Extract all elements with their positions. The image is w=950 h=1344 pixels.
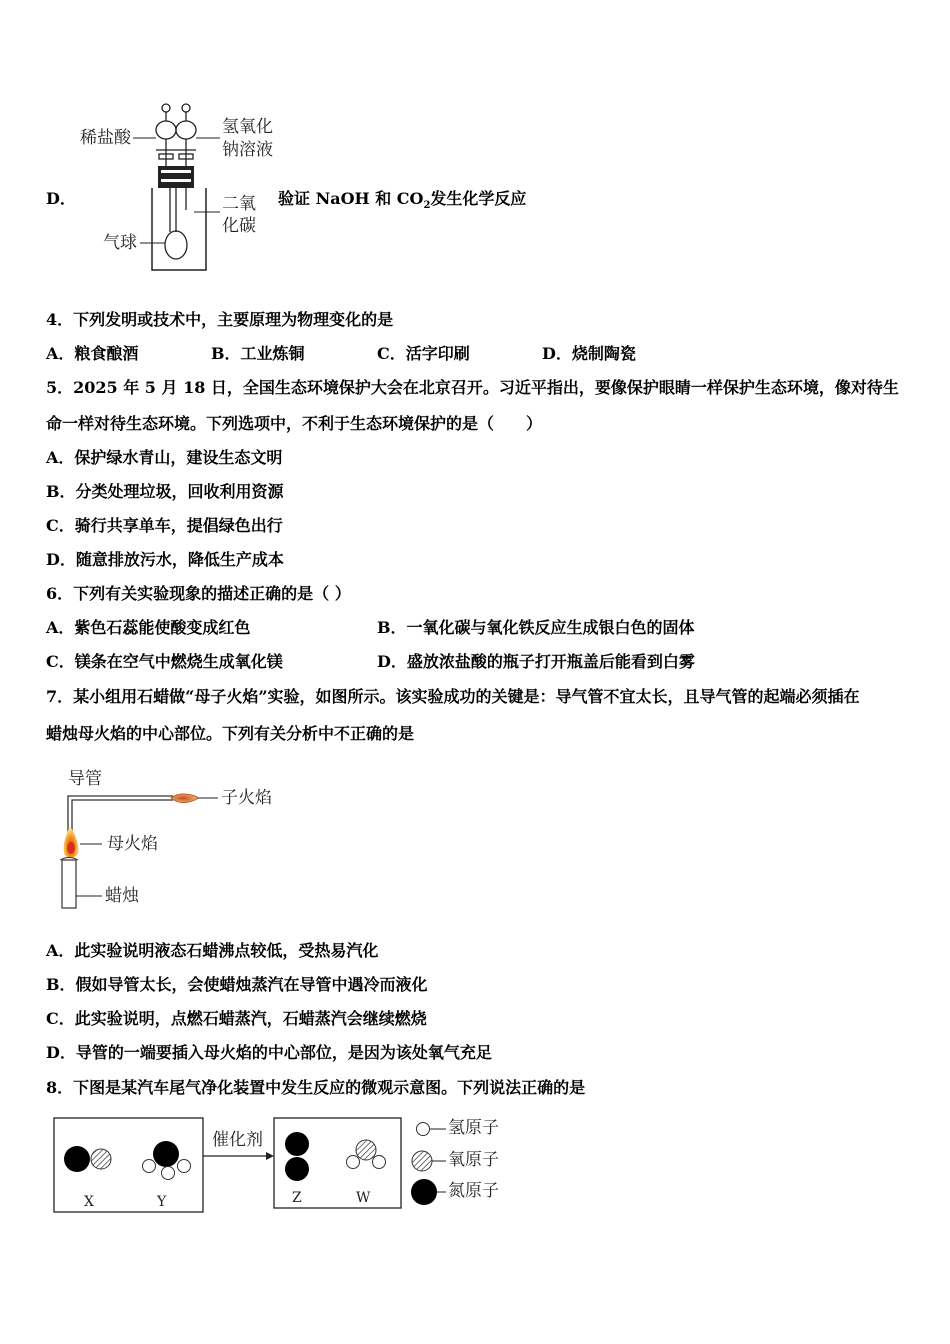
q7-option-b: B．假如导管太长，会使蜡烛蒸汽在导管中遇冷而液化 [46, 975, 428, 994]
q6-option-c: C．镁条在空气中燃烧生成氧化镁 [46, 652, 283, 671]
q5-option-c: C．骑行共享单车，提倡绿色出行 [46, 516, 283, 535]
label-child-flame: 子火焰 [221, 788, 272, 808]
label-mother-flame: 母火焰 [107, 834, 158, 854]
legend-hydrogen: 氢原子 [448, 1118, 499, 1138]
q5-option-b: B．分类处理垃圾，回收利用资源 [46, 482, 284, 501]
option-d-text-pre: 验证 NaOH 和 CO [278, 189, 424, 208]
molecule-x-label: X [84, 1194, 94, 1210]
q7-stem-line2: 蜡烛母火焰的中心部位。下列有关分析中不正确的是 [46, 724, 415, 743]
q6-stem: 6．下列有关实验现象的描述正确的是（ ） [46, 584, 351, 603]
option-d-text-sub: 2 [423, 200, 431, 212]
q4-option-b: B．工业炼铜 [211, 344, 305, 363]
candle-figure [40, 760, 300, 920]
legend-oxygen: 氧原子 [448, 1150, 499, 1170]
label-candle: 蜡烛 [105, 886, 139, 906]
label-balloon: 气球 [103, 233, 137, 253]
q7-option-c: C．此实验说明，点燃石蜡蒸汽，石蜡蒸汽会继续燃烧 [46, 1009, 427, 1028]
option-d-text [278, 189, 526, 216]
gas-bottle-diagram [0, 90, 600, 280]
q7-stem-line1: 7．某小组用石蜡做“母子火焰”实验，如图所示。该实验成功的关键是：导气管不宜太长，且导气管的起端必须插在 [46, 687, 860, 706]
q7-option-d: D．导管的一端要插入母火焰的中心部位，是因为该处氧气充足 [46, 1043, 492, 1062]
option-d-figure [0, 90, 600, 280]
q4-option-c: C．活字印刷 [377, 344, 470, 363]
label-co2-2: 化碳 [222, 216, 256, 236]
q5-stem-line2: 命一样对待生态环境。下列选项中，不利于生态环境保护的是（ ） [46, 414, 543, 433]
q5-stem-line1: 5．2025 年 5 月 18 日，全国生态环境保护大会在北京召开。习近平指出，要像保护眼睛一样保护生态环境，像对待生 [46, 378, 899, 397]
catalyst-label: 催化剂 [212, 1130, 263, 1150]
label-tube: 导管 [68, 769, 102, 789]
molecule-w-label: W [356, 1190, 371, 1206]
q4-option-a: A．粮食酿酒 [46, 344, 139, 363]
reaction-figure [40, 1110, 520, 1220]
label-naoh-2: 钠溶液 [222, 140, 273, 160]
label-naoh-1: 氢氧化 [222, 117, 273, 137]
q4-stem: 4．下列发明或技术中，主要原理为物理变化的是 [46, 310, 394, 329]
q5-option-d: D．随意排放污水，降低生产成本 [46, 550, 284, 569]
molecule-y-label: Y [157, 1194, 167, 1210]
q6-option-b: B．一氧化碳与氧化铁反应生成银白色的固体 [377, 618, 695, 637]
q7-option-a: A．此实验说明液态石蜡沸点较低，受热易汽化 [46, 941, 379, 960]
label-acid: 稀盐酸 [80, 128, 131, 148]
q6-option-a: A．紫色石蕊能使酸变成红色 [46, 618, 251, 637]
q8-stem: 8．下图是某汽车尾气净化装置中发生反应的微观示意图。下列说法正确的是 [46, 1078, 586, 1097]
option-d-letter: D． [46, 189, 76, 208]
legend-nitrogen: 氮原子 [448, 1181, 499, 1201]
q5-option-a: A．保护绿水青山，建设生态文明 [46, 448, 283, 467]
q6-option-d: D．盛放浓盐酸的瓶子打开瓶盖后能看到白雾 [377, 652, 695, 671]
q4-option-d: D．烧制陶瓷 [542, 344, 636, 363]
option-d-text-post: 发生化学反应 [430, 189, 527, 208]
molecule-z-label: Z [292, 1190, 302, 1206]
label-co2-1: 二氧 [222, 194, 256, 214]
